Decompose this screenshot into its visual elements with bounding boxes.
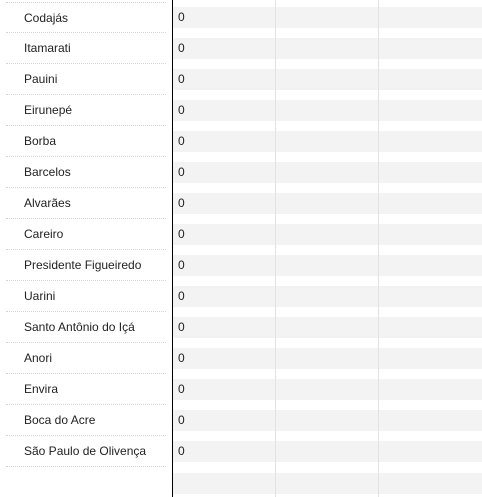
table-row xyxy=(0,436,482,467)
table-row xyxy=(0,33,482,64)
municipality-name: Alvarães xyxy=(6,188,166,219)
value-cell: 0 xyxy=(173,317,482,338)
value-cell: 0 xyxy=(173,38,482,59)
value-cell: 0 xyxy=(173,286,482,307)
column-divider xyxy=(275,0,276,497)
value-cell: 0 xyxy=(173,7,482,28)
value-cell: 0 xyxy=(173,193,482,214)
municipality-name: Codajás xyxy=(6,2,166,33)
table-row xyxy=(0,95,482,126)
value-cell: 0 xyxy=(173,441,482,462)
table-row xyxy=(0,64,482,95)
table-row xyxy=(0,2,482,33)
municipality-name: Presidente Figueiredo xyxy=(6,250,166,281)
table-row xyxy=(0,281,482,312)
value-cell: 0 xyxy=(173,69,482,90)
value-cell: 0 xyxy=(173,379,482,400)
empty-cell xyxy=(173,473,482,494)
municipality-name: Boca do Acre xyxy=(6,405,166,436)
municipality-name: São Paulo de Olivença xyxy=(6,436,166,467)
value-cell: 0 xyxy=(173,224,482,245)
value-cell: 0 xyxy=(173,255,482,276)
value-cell: 0 xyxy=(173,100,482,121)
table-row xyxy=(0,126,482,157)
table-row xyxy=(0,219,482,250)
municipality-name: Anori xyxy=(6,343,166,374)
municipality-name: Uarini xyxy=(6,281,166,312)
municipality-name: Eirunepé xyxy=(6,95,166,126)
table-row xyxy=(0,312,482,343)
municipality-name: Barcelos xyxy=(6,157,166,188)
municipality-name: Santo Antônio do Içá xyxy=(6,312,166,343)
value-cell: 0 xyxy=(173,162,482,183)
municipality-name: Pauini xyxy=(6,64,166,95)
axis-line xyxy=(172,0,173,497)
table-row xyxy=(0,405,482,436)
municipality-name: Careiro xyxy=(6,219,166,250)
value-cell: 0 xyxy=(173,410,482,431)
municipality-name: Itamarati xyxy=(6,33,166,64)
municipality-name: Envira xyxy=(6,374,166,405)
table-row xyxy=(0,157,482,188)
value-cell: 0 xyxy=(173,131,482,152)
column-divider xyxy=(378,0,379,497)
table-row xyxy=(0,250,482,281)
municipality-name: Borba xyxy=(6,126,166,157)
table-row xyxy=(0,188,482,219)
table-row xyxy=(0,374,482,405)
table-row xyxy=(0,343,482,374)
value-cell: 0 xyxy=(173,348,482,369)
